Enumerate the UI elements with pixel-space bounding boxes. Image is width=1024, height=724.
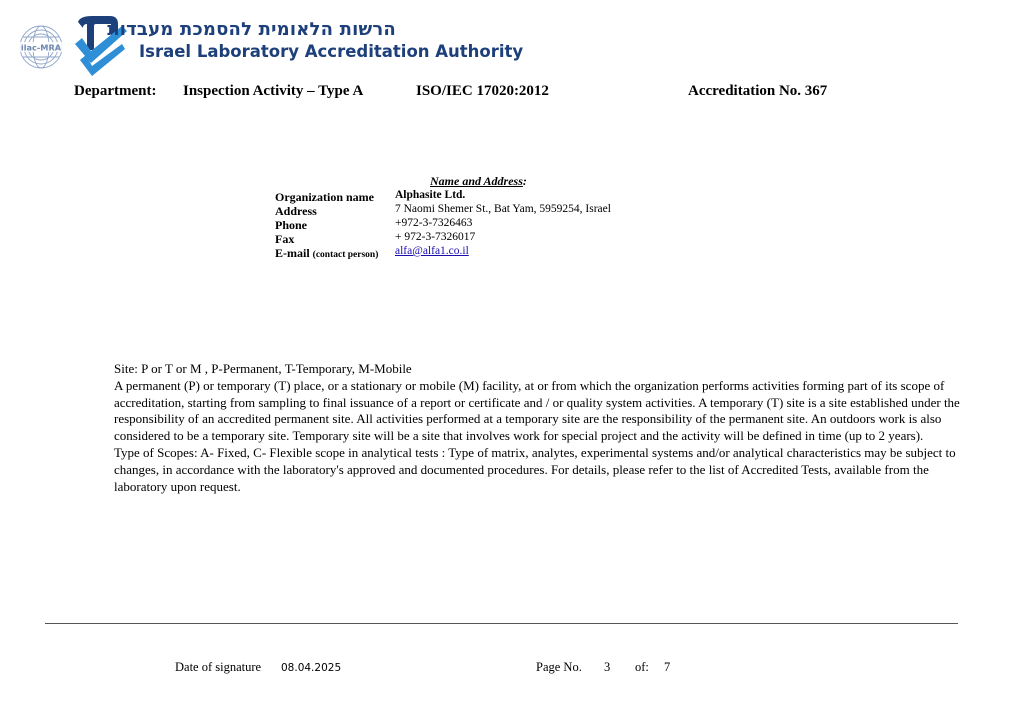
site-scope-notes (114, 361, 972, 495)
site-legend-line: Site: P or T or M , P-Permanent, T-Temporary, M-Mobile (114, 361, 412, 376)
page-total-value: 7 (664, 660, 671, 674)
page-number-value: 3 (604, 660, 611, 674)
org-name-value: Alphasite Ltd. (395, 189, 466, 201)
email-label-note: (contact person) (312, 250, 379, 260)
address-value: 7 Naomi Shemer St., Bat Yam, 5959254, Israel (395, 203, 611, 215)
ilac-mra-seal-icon (16, 24, 66, 70)
org-name-label: Organization name (275, 190, 374, 204)
fax-label: Fax (275, 232, 295, 246)
signature-date-value: 08.04.2025 (281, 662, 342, 674)
email-label (275, 246, 378, 262)
name-address-heading (430, 174, 527, 189)
page-number-label: Page No. (536, 660, 582, 674)
page-of-label: of: (635, 660, 649, 674)
email-link[interactable]: alfa@alfa1.co.il (395, 245, 469, 257)
footer-divider (45, 623, 958, 624)
name-address-heading-colon: : (522, 174, 527, 188)
org-name-hebrew: הרשות הלאומית להסמכת מעבדות (107, 19, 396, 40)
svg-text:ilac-MRA: ilac-MRA (20, 42, 62, 53)
signature-date-label: Date of signature (175, 660, 262, 674)
name-address-heading-text: Name and Address (430, 174, 523, 188)
fax-value: + 972-3-7326017 (395, 231, 476, 243)
phone-value: +972-3-7326463 (395, 217, 473, 229)
org-name-english: Israel Laboratory Accreditation Authority (139, 42, 524, 61)
phone-label: Phone (275, 218, 308, 232)
email-label-text: E-mail (275, 246, 310, 260)
site-definition-paragraph: A permanent (P) or temporary (T) place, or a stationary or mobile (M) facility, at or from which the organization performs activities forming part of its scope of accreditation, starting from sampling to final issuance of a report or certificate and / or quality system activities. A temporary (T) site is a site established under the responsibility of an accredited permanent site. All activities performed at a temporary site are the responsibility of the permanent site. An outdoors work is also considered to be a temporary site. Temporary site will be a site that involves work for special project and the activity will be defined in time (up to 2 years). (114, 377, 960, 444)
standard-code: ISO/IEC 17020:2012 (416, 83, 549, 99)
accreditation-number: Accreditation No. 367 (688, 83, 828, 99)
address-label: Address (275, 204, 317, 218)
scope-types-paragraph: Type of Scopes: A- Fixed, C- Flexible scope in analytical tests : Type of matrix, analytes, experimental systems and/or analytical characteristics may be subject to changes, in accordance with the laboratory's approved and documented procedures. For details, please refer to the list of Accredited Tests, available from the laboratory upon request. (114, 444, 956, 494)
department-value: Inspection Activity – Type A (183, 83, 364, 99)
department-label: Department: (74, 83, 157, 99)
